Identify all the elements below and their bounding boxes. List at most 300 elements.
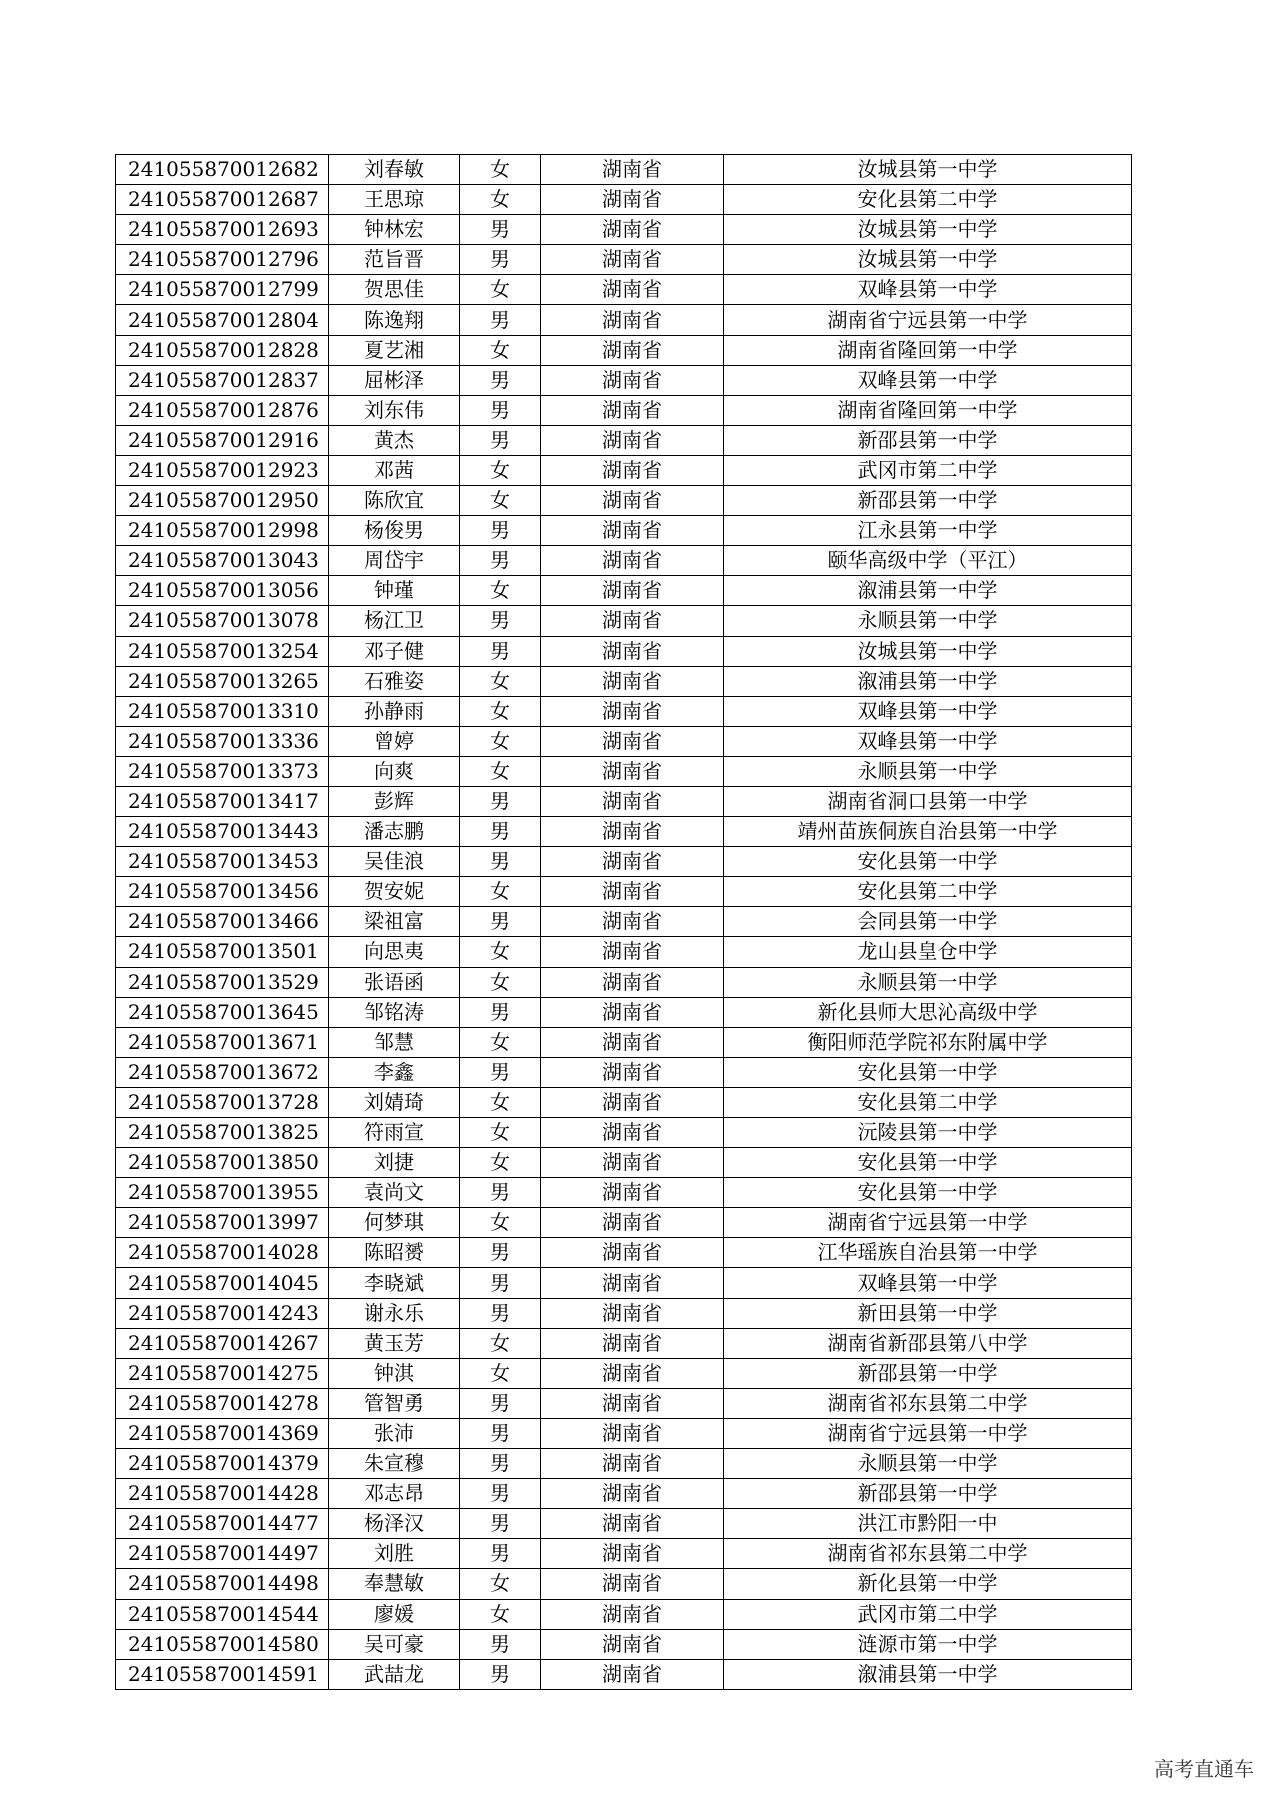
exam-id-cell: 241055870014045 [116, 1268, 329, 1298]
school-cell: 双峰县第一中学 [724, 1268, 1132, 1298]
gender-cell: 男 [460, 395, 541, 425]
gender-cell: 男 [460, 1449, 541, 1479]
province-cell: 湖南省 [541, 1057, 724, 1087]
table-row [116, 335, 1132, 365]
province-cell: 湖南省 [541, 365, 724, 395]
table-row [116, 305, 1132, 335]
table-row [116, 1268, 1132, 1298]
exam-id-cell: 241055870012950 [116, 486, 329, 516]
province-cell: 湖南省 [541, 1268, 724, 1298]
exam-id-cell: 241055870013997 [116, 1208, 329, 1238]
student-name-cell: 朱宣穆 [329, 1449, 460, 1479]
exam-id-cell: 241055870012682 [116, 155, 329, 185]
gender-cell: 男 [460, 1238, 541, 1268]
gender-cell: 女 [460, 576, 541, 606]
exam-id-cell: 241055870014591 [116, 1659, 329, 1689]
school-cell: 新邵县第一中学 [724, 486, 1132, 516]
province-cell: 湖南省 [541, 335, 724, 365]
table-row [116, 425, 1132, 455]
student-name-cell: 李鑫 [329, 1057, 460, 1087]
student-name-cell: 梁祖富 [329, 907, 460, 937]
gender-cell: 女 [460, 1328, 541, 1358]
school-cell: 沅陵县第一中学 [724, 1118, 1132, 1148]
exam-id-cell: 241055870014275 [116, 1358, 329, 1388]
school-cell: 涟源市第一中学 [724, 1629, 1132, 1659]
exam-id-cell: 241055870012998 [116, 516, 329, 546]
table-row [116, 997, 1132, 1027]
school-cell: 新邵县第一中学 [724, 1358, 1132, 1388]
student-name-cell: 刘捷 [329, 1148, 460, 1178]
exam-id-cell: 241055870013336 [116, 726, 329, 756]
gender-cell: 女 [460, 1148, 541, 1178]
student-name-cell: 向爽 [329, 756, 460, 786]
province-cell: 湖南省 [541, 1418, 724, 1448]
school-cell: 湖南省隆回第一中学 [724, 395, 1132, 425]
exam-id-cell: 241055870013728 [116, 1087, 329, 1117]
gender-cell: 男 [460, 1418, 541, 1448]
table-row [116, 1328, 1132, 1358]
exam-id-cell: 241055870013265 [116, 666, 329, 696]
student-name-cell: 张语函 [329, 967, 460, 997]
province-cell: 湖南省 [541, 696, 724, 726]
province-cell: 湖南省 [541, 546, 724, 576]
province-cell: 湖南省 [541, 1599, 724, 1629]
province-cell: 湖南省 [541, 215, 724, 245]
table-row [116, 1027, 1132, 1057]
exam-id-cell: 241055870013417 [116, 786, 329, 816]
province-cell: 湖南省 [541, 756, 724, 786]
exam-id-cell: 241055870013529 [116, 967, 329, 997]
gender-cell: 女 [460, 1118, 541, 1148]
exam-id-cell: 241055870013955 [116, 1178, 329, 1208]
exam-id-cell: 241055870012923 [116, 455, 329, 485]
student-name-cell: 屈彬泽 [329, 365, 460, 395]
school-cell: 湖南省宁远县第一中学 [724, 305, 1132, 335]
student-name-cell: 符雨宣 [329, 1118, 460, 1148]
exam-id-cell: 241055870013310 [116, 696, 329, 726]
province-cell: 湖南省 [541, 275, 724, 305]
exam-id-cell: 241055870012916 [116, 425, 329, 455]
gender-cell: 女 [460, 1208, 541, 1238]
student-name-cell: 杨俊男 [329, 516, 460, 546]
school-cell: 双峰县第一中学 [724, 365, 1132, 395]
gender-cell: 男 [460, 245, 541, 275]
province-cell: 湖南省 [541, 1479, 724, 1509]
gender-cell: 男 [460, 365, 541, 395]
province-cell: 湖南省 [541, 245, 724, 275]
province-cell: 湖南省 [541, 486, 724, 516]
student-name-cell: 刘东伟 [329, 395, 460, 425]
gender-cell: 男 [460, 305, 541, 335]
table-row [116, 937, 1132, 967]
table-row [116, 1298, 1132, 1328]
school-cell: 溆浦县第一中学 [724, 576, 1132, 606]
table-row [116, 967, 1132, 997]
table-row [116, 1388, 1132, 1418]
exam-id-cell: 241055870013466 [116, 907, 329, 937]
exam-id-cell: 241055870014498 [116, 1569, 329, 1599]
province-cell: 湖南省 [541, 1569, 724, 1599]
school-cell: 湖南省祁东县第二中学 [724, 1539, 1132, 1569]
table-row [116, 1659, 1132, 1689]
province-cell: 湖南省 [541, 606, 724, 636]
school-cell: 湖南省宁远县第一中学 [724, 1208, 1132, 1238]
table-row [116, 1178, 1132, 1208]
table-row [116, 1118, 1132, 1148]
table-row [116, 1358, 1132, 1388]
province-cell: 湖南省 [541, 1509, 724, 1539]
gender-cell: 男 [460, 1057, 541, 1087]
province-cell: 湖南省 [541, 1178, 724, 1208]
gender-cell: 男 [460, 215, 541, 245]
table-row [116, 1629, 1132, 1659]
student-name-cell: 李晓斌 [329, 1268, 460, 1298]
table-row [116, 726, 1132, 756]
gender-cell: 男 [460, 786, 541, 816]
student-name-cell: 吴可豪 [329, 1629, 460, 1659]
school-cell: 湖南省隆回第一中学 [724, 335, 1132, 365]
province-cell: 湖南省 [541, 395, 724, 425]
table-row [116, 395, 1132, 425]
table-row [116, 817, 1132, 847]
exam-id-cell: 241055870014544 [116, 1599, 329, 1629]
province-cell: 湖南省 [541, 305, 724, 335]
gender-cell: 女 [460, 486, 541, 516]
student-name-cell: 贺思佳 [329, 275, 460, 305]
table-row [116, 907, 1132, 937]
school-cell: 湖南省祁东县第二中学 [724, 1388, 1132, 1418]
student-name-cell: 吴佳浪 [329, 847, 460, 877]
gender-cell: 男 [460, 1629, 541, 1659]
table-row [116, 245, 1132, 275]
table-row [116, 275, 1132, 305]
exam-id-cell: 241055870013672 [116, 1057, 329, 1087]
table-row [116, 696, 1132, 726]
province-cell: 湖南省 [541, 907, 724, 937]
student-name-cell: 刘胜 [329, 1539, 460, 1569]
watermark-text: 高考直通车 [1154, 1757, 1254, 1781]
exam-id-cell: 241055870012799 [116, 275, 329, 305]
school-cell: 永顺县第一中学 [724, 756, 1132, 786]
gender-cell: 男 [460, 1659, 541, 1689]
school-cell: 永顺县第一中学 [724, 1449, 1132, 1479]
student-name-cell: 何梦琪 [329, 1208, 460, 1238]
school-cell: 汝城县第一中学 [724, 215, 1132, 245]
school-cell: 衡阳师范学院祁东附属中学 [724, 1027, 1132, 1057]
exam-id-cell: 241055870014028 [116, 1238, 329, 1268]
school-cell: 双峰县第一中学 [724, 726, 1132, 756]
province-cell: 湖南省 [541, 1027, 724, 1057]
student-name-cell: 黄玉芳 [329, 1328, 460, 1358]
province-cell: 湖南省 [541, 817, 724, 847]
school-cell: 安化县第二中学 [724, 1087, 1132, 1117]
school-cell: 溆浦县第一中学 [724, 1659, 1132, 1689]
school-cell: 汝城县第一中学 [724, 245, 1132, 275]
student-name-cell: 谢永乐 [329, 1298, 460, 1328]
exam-id-cell: 241055870013373 [116, 756, 329, 786]
student-name-cell: 孙静雨 [329, 696, 460, 726]
province-cell: 湖南省 [541, 516, 724, 546]
province-cell: 湖南省 [541, 877, 724, 907]
table-row [116, 1509, 1132, 1539]
gender-cell: 男 [460, 1298, 541, 1328]
table-row [116, 185, 1132, 215]
table-row [116, 455, 1132, 485]
province-cell: 湖南省 [541, 1629, 724, 1659]
gender-cell: 女 [460, 275, 541, 305]
school-cell: 湖南省宁远县第一中学 [724, 1418, 1132, 1448]
exam-id-cell: 241055870013645 [116, 997, 329, 1027]
exam-id-cell: 241055870013453 [116, 847, 329, 877]
student-name-cell: 邹慧 [329, 1027, 460, 1057]
exam-id-cell: 241055870013671 [116, 1027, 329, 1057]
student-name-cell: 奉慧敏 [329, 1569, 460, 1599]
gender-cell: 男 [460, 997, 541, 1027]
province-cell: 湖南省 [541, 1298, 724, 1328]
exam-id-cell: 241055870014243 [116, 1298, 329, 1328]
school-cell: 靖州苗族侗族自治县第一中学 [724, 817, 1132, 847]
roster-table-body [116, 155, 1132, 1690]
gender-cell: 女 [460, 1599, 541, 1629]
province-cell: 湖南省 [541, 1449, 724, 1479]
gender-cell: 女 [460, 185, 541, 215]
table-row [116, 1087, 1132, 1117]
table-row [116, 606, 1132, 636]
school-cell: 安化县第二中学 [724, 185, 1132, 215]
school-cell: 新田县第一中学 [724, 1298, 1132, 1328]
student-name-cell: 陈逸翔 [329, 305, 460, 335]
student-name-cell: 管智勇 [329, 1388, 460, 1418]
gender-cell: 男 [460, 606, 541, 636]
gender-cell: 女 [460, 666, 541, 696]
gender-cell: 女 [460, 455, 541, 485]
table-row [116, 1569, 1132, 1599]
school-cell: 新化县第一中学 [724, 1569, 1132, 1599]
student-name-cell: 武喆龙 [329, 1659, 460, 1689]
province-cell: 湖南省 [541, 1238, 724, 1268]
student-name-cell: 邹铭涛 [329, 997, 460, 1027]
province-cell: 湖南省 [541, 185, 724, 215]
school-cell: 双峰县第一中学 [724, 275, 1132, 305]
exam-id-cell: 241055870012837 [116, 365, 329, 395]
school-cell: 永顺县第一中学 [724, 967, 1132, 997]
exam-id-cell: 241055870014369 [116, 1418, 329, 1448]
school-cell: 新化县师大思沁高级中学 [724, 997, 1132, 1027]
exam-id-cell: 241055870012804 [116, 305, 329, 335]
school-cell: 会同县第一中学 [724, 907, 1132, 937]
student-name-cell: 范旨晋 [329, 245, 460, 275]
gender-cell: 男 [460, 516, 541, 546]
exam-id-cell: 241055870014580 [116, 1629, 329, 1659]
student-name-cell: 潘志鹏 [329, 817, 460, 847]
gender-cell: 男 [460, 907, 541, 937]
student-name-cell: 钟林宏 [329, 215, 460, 245]
table-row [116, 666, 1132, 696]
student-name-cell: 杨江卫 [329, 606, 460, 636]
gender-cell: 女 [460, 1087, 541, 1117]
gender-cell: 男 [460, 636, 541, 666]
student-name-cell: 袁尚文 [329, 1178, 460, 1208]
student-name-cell: 钟瑾 [329, 576, 460, 606]
table-row [116, 1418, 1132, 1448]
table-row [116, 1449, 1132, 1479]
table-row [116, 1539, 1132, 1569]
province-cell: 湖南省 [541, 576, 724, 606]
gender-cell: 女 [460, 877, 541, 907]
exam-id-cell: 241055870014267 [116, 1328, 329, 1358]
exam-id-cell: 241055870013056 [116, 576, 329, 606]
province-cell: 湖南省 [541, 1148, 724, 1178]
school-cell: 龙山县皇仓中学 [724, 937, 1132, 967]
province-cell: 湖南省 [541, 847, 724, 877]
gender-cell: 女 [460, 756, 541, 786]
school-cell: 安化县第二中学 [724, 877, 1132, 907]
exam-id-cell: 241055870012828 [116, 335, 329, 365]
gender-cell: 女 [460, 1569, 541, 1599]
student-name-cell: 彭辉 [329, 786, 460, 816]
exam-id-cell: 241055870014428 [116, 1479, 329, 1509]
exam-id-cell: 241055870013078 [116, 606, 329, 636]
gender-cell: 女 [460, 967, 541, 997]
table-row [116, 1057, 1132, 1087]
province-cell: 湖南省 [541, 155, 724, 185]
table-row [116, 215, 1132, 245]
province-cell: 湖南省 [541, 636, 724, 666]
gender-cell: 女 [460, 155, 541, 185]
gender-cell: 男 [460, 1178, 541, 1208]
province-cell: 湖南省 [541, 1358, 724, 1388]
exam-id-cell: 241055870012796 [116, 245, 329, 275]
exam-id-cell: 241055870012876 [116, 395, 329, 425]
exam-id-cell: 241055870014278 [116, 1388, 329, 1418]
table-row [116, 516, 1132, 546]
province-cell: 湖南省 [541, 726, 724, 756]
school-cell: 武冈市第二中学 [724, 455, 1132, 485]
school-cell: 安化县第一中学 [724, 1148, 1132, 1178]
student-name-cell: 邓志昂 [329, 1479, 460, 1509]
student-name-cell: 邓子健 [329, 636, 460, 666]
school-cell: 永顺县第一中学 [724, 606, 1132, 636]
student-name-cell: 邓茜 [329, 455, 460, 485]
student-name-cell: 曾婷 [329, 726, 460, 756]
school-cell: 安化县第一中学 [724, 1178, 1132, 1208]
student-name-cell: 黄杰 [329, 425, 460, 455]
exam-id-cell: 241055870013825 [116, 1118, 329, 1148]
gender-cell: 男 [460, 1388, 541, 1418]
school-cell: 湖南省洞口县第一中学 [724, 786, 1132, 816]
table-row [116, 877, 1132, 907]
exam-id-cell: 241055870013456 [116, 877, 329, 907]
table-row [116, 365, 1132, 395]
gender-cell: 女 [460, 1027, 541, 1057]
student-name-cell: 杨泽汉 [329, 1509, 460, 1539]
table-row [116, 1208, 1132, 1238]
gender-cell: 男 [460, 425, 541, 455]
province-cell: 湖南省 [541, 937, 724, 967]
student-name-cell: 石雅姿 [329, 666, 460, 696]
exam-id-cell: 241055870013501 [116, 937, 329, 967]
table-row [116, 636, 1132, 666]
exam-id-cell: 241055870013254 [116, 636, 329, 666]
gender-cell: 女 [460, 937, 541, 967]
province-cell: 湖南省 [541, 1118, 724, 1148]
school-cell: 洪江市黔阳一中 [724, 1509, 1132, 1539]
student-name-cell: 王思琼 [329, 185, 460, 215]
province-cell: 湖南省 [541, 967, 724, 997]
table-row [116, 756, 1132, 786]
student-name-cell: 贺安妮 [329, 877, 460, 907]
table-row [116, 1479, 1132, 1509]
school-cell: 安化县第一中学 [724, 1057, 1132, 1087]
table-row [116, 786, 1132, 816]
student-name-cell: 夏艺湘 [329, 335, 460, 365]
gender-cell: 男 [460, 817, 541, 847]
gender-cell: 男 [460, 1479, 541, 1509]
gender-cell: 女 [460, 1358, 541, 1388]
province-cell: 湖南省 [541, 1539, 724, 1569]
table-row [116, 486, 1132, 516]
student-name-cell: 陈昭赟 [329, 1238, 460, 1268]
school-cell: 武冈市第二中学 [724, 1599, 1132, 1629]
province-cell: 湖南省 [541, 1328, 724, 1358]
province-cell: 湖南省 [541, 786, 724, 816]
student-name-cell: 向思夷 [329, 937, 460, 967]
gender-cell: 男 [460, 1539, 541, 1569]
province-cell: 湖南省 [541, 997, 724, 1027]
table-row [116, 546, 1132, 576]
province-cell: 湖南省 [541, 1388, 724, 1418]
school-cell: 汝城县第一中学 [724, 636, 1132, 666]
school-cell: 汝城县第一中学 [724, 155, 1132, 185]
school-cell: 江华瑶族自治县第一中学 [724, 1238, 1132, 1268]
gender-cell: 女 [460, 335, 541, 365]
province-cell: 湖南省 [541, 455, 724, 485]
student-name-cell: 陈欣宜 [329, 486, 460, 516]
school-cell: 湖南省新邵县第八中学 [724, 1328, 1132, 1358]
exam-id-cell: 241055870012693 [116, 215, 329, 245]
table-row [116, 1148, 1132, 1178]
exam-id-cell: 241055870014497 [116, 1539, 329, 1569]
student-name-cell: 张沛 [329, 1418, 460, 1448]
school-cell: 新邵县第一中学 [724, 1479, 1132, 1509]
table-row [116, 1238, 1132, 1268]
province-cell: 湖南省 [541, 666, 724, 696]
gender-cell: 女 [460, 726, 541, 756]
school-cell: 溆浦县第一中学 [724, 666, 1132, 696]
table-row [116, 576, 1132, 606]
exam-id-cell: 241055870013443 [116, 817, 329, 847]
school-cell: 双峰县第一中学 [724, 696, 1132, 726]
student-name-cell: 钟淇 [329, 1358, 460, 1388]
school-cell: 安化县第一中学 [724, 847, 1132, 877]
province-cell: 湖南省 [541, 1659, 724, 1689]
province-cell: 湖南省 [541, 1087, 724, 1117]
student-name-cell: 廖媛 [329, 1599, 460, 1629]
gender-cell: 男 [460, 1509, 541, 1539]
gender-cell: 男 [460, 546, 541, 576]
exam-id-cell: 241055870014477 [116, 1509, 329, 1539]
table-row [116, 847, 1132, 877]
student-name-cell: 周岱宇 [329, 546, 460, 576]
school-cell: 颐华高级中学（平江） [724, 546, 1132, 576]
gender-cell: 男 [460, 847, 541, 877]
gender-cell: 女 [460, 696, 541, 726]
exam-id-cell: 241055870012687 [116, 185, 329, 215]
student-name-cell: 刘春敏 [329, 155, 460, 185]
table-row [116, 155, 1132, 185]
exam-id-cell: 241055870014379 [116, 1449, 329, 1479]
school-cell: 江永县第一中学 [724, 516, 1132, 546]
